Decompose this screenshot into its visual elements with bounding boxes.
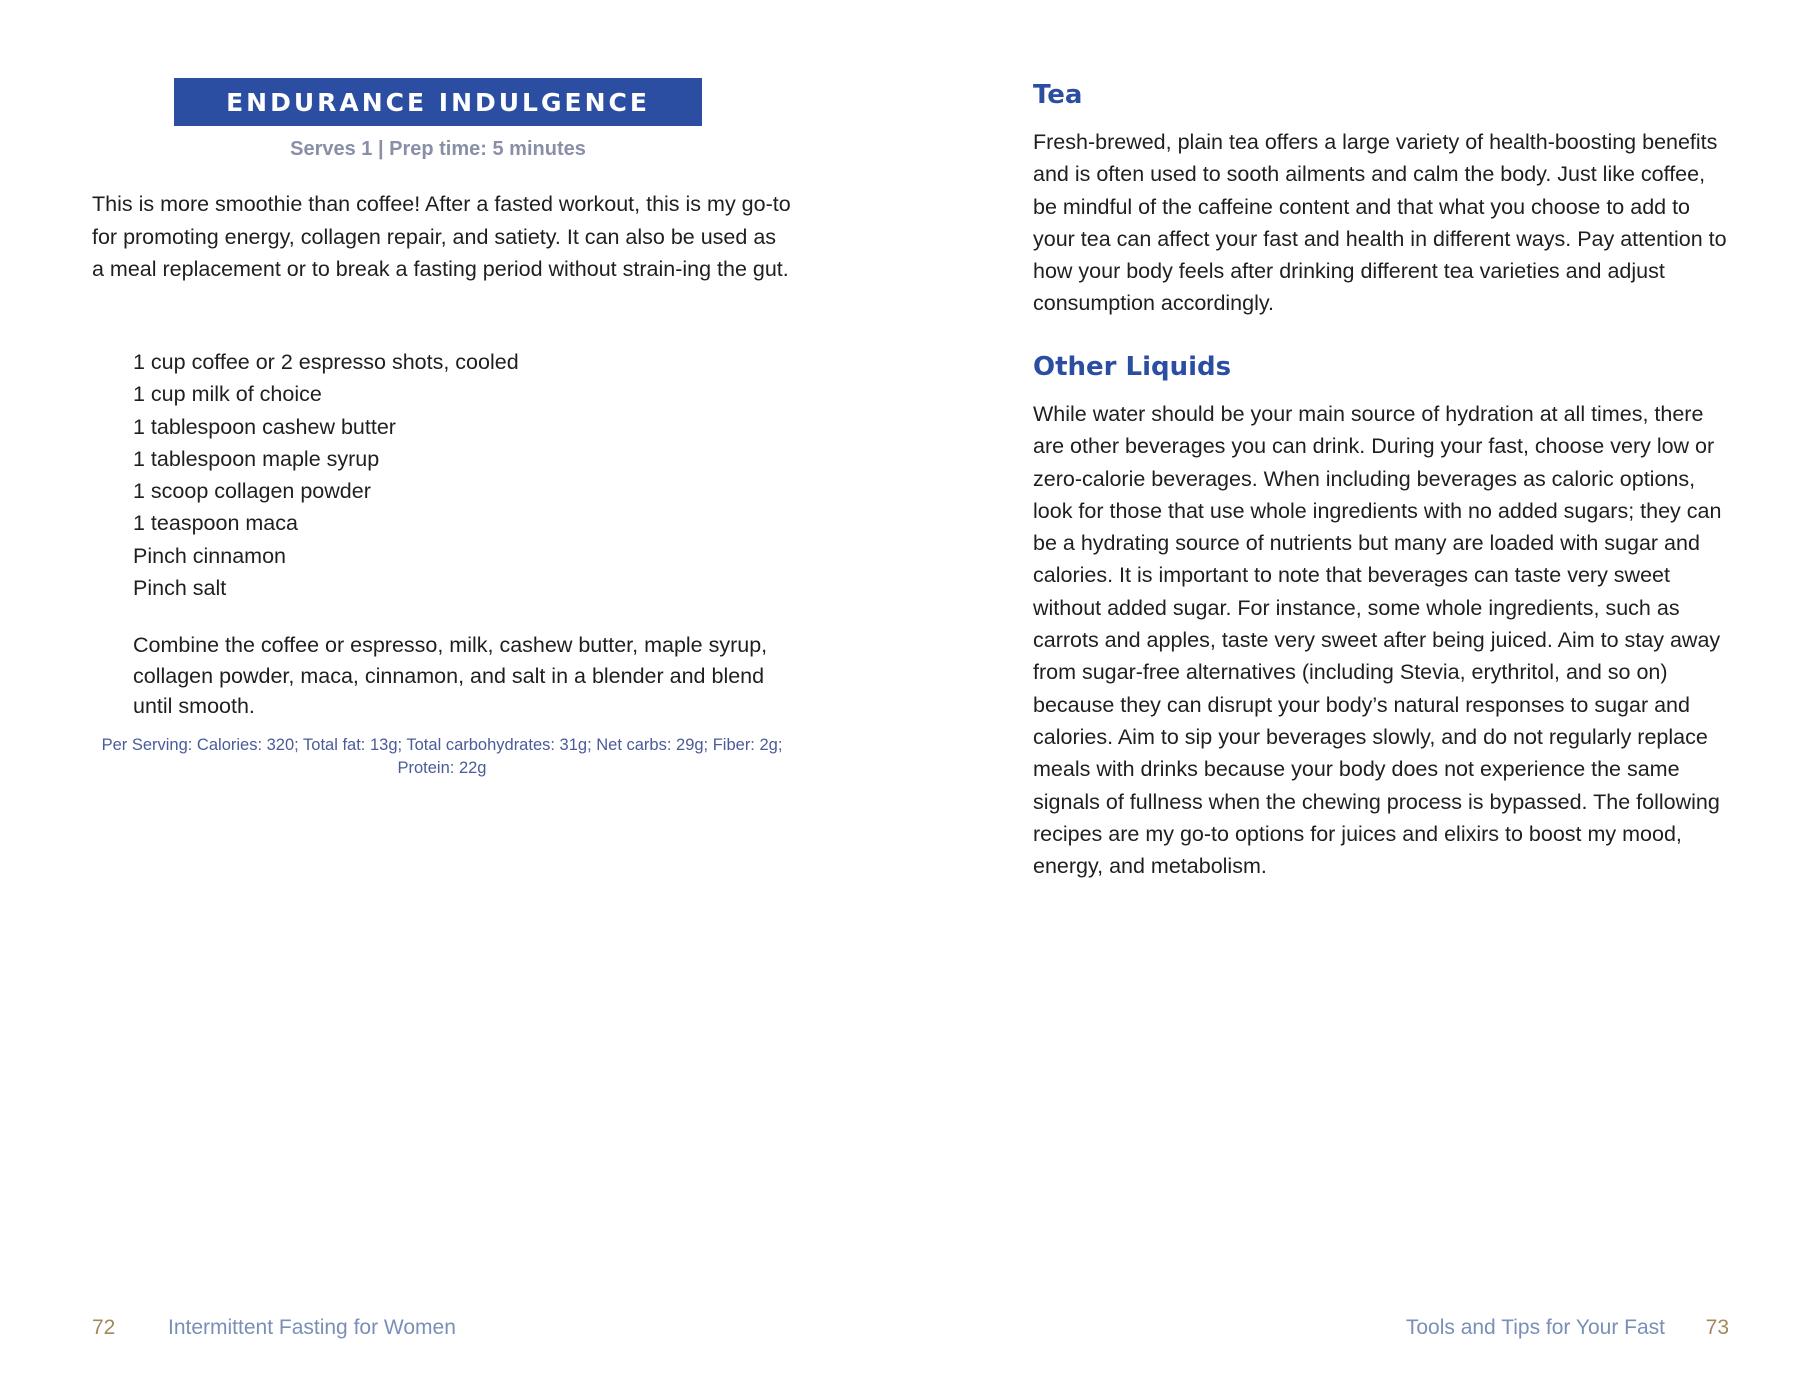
ingredient-item: 1 scoop collagen powder	[133, 479, 371, 504]
ingredient-item: 1 tablespoon cashew butter	[133, 414, 396, 439]
running-footer-book-title: Intermittent Fasting for Women	[168, 1316, 456, 1339]
section-body-other-liquids: While water should be your main source of hydration at all times, there are other beverages you can drink. During your fast, choose very low or zero-calorie beverages. When including beverages as caloric options, look for those that use whole ingredients with no added sugars; they can be a hydrating source of nutrients but many are loaded with sugar and calories. It is important to note that beverages can taste very sweet without added sugar. For instance, some whole ingredients, such as carrots and apples, taste very sweet after being juiced. Aim to stay away from sugar-free alternatives (including Stevia, erythritol, and so on) because they can disrupt your body’s natural responses to sugar and calories. Aim to sip your beverages slowly, and do not regularly replace meals with drinks because your body does not experience the same signals of fullness when the chewing process is bypassed. The following recipes are my go-to options for juices and elixirs to boost my mood, energy, and metabolism.	[1033, 402, 1722, 879]
ingredient-item: 1 cup coffee or 2 espresso shots, cooled	[133, 350, 519, 374]
section-heading-other-liquids: Other Liquids	[1033, 352, 1232, 382]
ingredient-item: Pinch salt	[133, 576, 227, 601]
recipe-intro: This is more smoothie than coffee! After a fasted workout, this is my go-to for promoting energy, collagen repair, and satiety. It can also be used as a meal replacement or to break a fasting period without strain-ing the gut.	[92, 192, 791, 281]
recipe-title-banner: ENDURANCE INDULGENCE	[174, 78, 702, 126]
running-footer-chapter-title: Tools and Tips for Your Fast	[1405, 1316, 1665, 1339]
recipe-serving-info: Serves 1 | Prep time: 5 minutes	[290, 138, 586, 160]
left-page	[0, 0, 900, 1395]
section-body-tea: Fresh-brewed, plain tea offers a large variety of health-boosting benefits and is often used to sooth ailments and calm the body. Just like coffee, be mindful of the caffeine content and that what you choose to add to your tea can affect your fast and health in different ways. Pay attention to how your body feels after drinking different tea varieties and adjust consumption accordingly.	[1033, 130, 1727, 316]
right-page	[903, 0, 1807, 1395]
nutrition-info: Per Serving: Calories: 320; Total fat: 13g; Total carbohydrates: 31g; Net carbs: 29g; Fiber: 2g; Protein: 22g	[101, 736, 783, 777]
ingredient-item: 1 teaspoon maca	[133, 511, 298, 536]
recipe-instructions: Combine the coffee or espresso, milk, cashew butter, maple syrup, collagen powder, maca, cinnamon, and salt in a blender and blend until smooth.	[133, 633, 768, 718]
ingredient-item: Pinch cinnamon	[133, 543, 286, 568]
page-number-right: 73	[1705, 1316, 1729, 1339]
ingredient-list	[133, 346, 519, 604]
ingredient-item: 1 cup milk of choice	[133, 382, 322, 407]
page-number-left: 72	[92, 1316, 116, 1339]
section-heading-tea: Tea	[1033, 80, 1083, 110]
ingredient-item: 1 tablespoon maple syrup	[133, 446, 380, 471]
